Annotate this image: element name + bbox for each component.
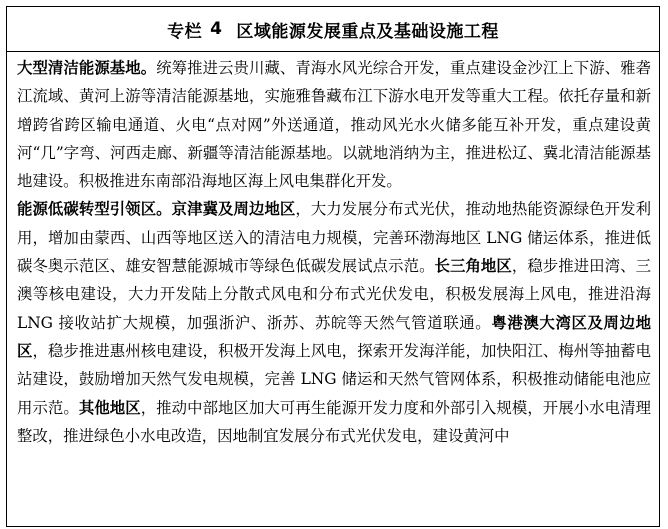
column-number: 4 [210, 19, 223, 39]
box-content [7, 52, 659, 450]
column-title: 区域能源发展重点及基础设施工程 [236, 21, 499, 42]
column-label: 专栏 [167, 21, 203, 42]
section-body: 统筹推进云贵川藏、青海水风光综合开发，重点建设金沙江上下游、雅砻江流域、黄河上游等清洁能源基地，实施雅鲁藏布江下游水电开发等重大工程。依托存量和新增跨省跨区输电通道、火电“点对网”外送通道，推动风光水火储多能互补开发，重点建设黄河“几”字弯、河西走廊、新疆等清洁能源基地。以就地消纳为主，推进松辽、冀北清洁能源基地建设。积极推进东南部沿海地区海上风电集群化开发。 [17, 59, 651, 191]
region-name: 长三角地区 [434, 257, 512, 276]
feature-box [6, 6, 660, 527]
region-text: ，稳步推进惠州核电建设，积极开发海上风电，探索开发海洋能，加快阳江、梅州等抽蓄电站建设，鼓励增加天然气发电规模，完善 LNG 储运和天然气管网体系，积极推动储能电池应用示范。 [17, 341, 651, 417]
region-name: 京津冀及周边地区 [171, 200, 296, 219]
region-text: ，推动中部地区加大可再生能源开发力度和外部引入规模，开展小水电清理整改，推进绿色小水电改造，因地制宜发展分布式光伏发电，建设黄河中 [17, 398, 651, 445]
region-name: 其他地区 [78, 398, 141, 417]
region-text: ，大力发展分布式光伏，推动地热能资源绿色开发利用，增加由蒙西、山西等地区送入的清洁电力规模，完善环渤海地区 LNG 储运体系，推进低碳冬奥示范区、雄安智慧能源城市等绿色低碳发展试点示范。 [17, 200, 651, 276]
box-title [7, 7, 659, 52]
region-text: ，稳步推进田湾、三澳等核电建设，大力开发陆上分散式风电和分布式光伏发电，积极发展海上风电，推进沿海 LNG 接收站扩大规模，加强浙沪、浙苏、苏皖等天然气管道联通。 [17, 257, 651, 332]
section-heading: 大型清洁能源基地。 [17, 59, 157, 77]
region-name: 粤港澳大湾区及周边地区 [17, 313, 651, 360]
paragraph-low-carbon-zones [17, 195, 651, 450]
section-heading: 能源低碳转型引领区。 [17, 200, 172, 219]
paragraph-clean-energy-bases [17, 54, 651, 195]
